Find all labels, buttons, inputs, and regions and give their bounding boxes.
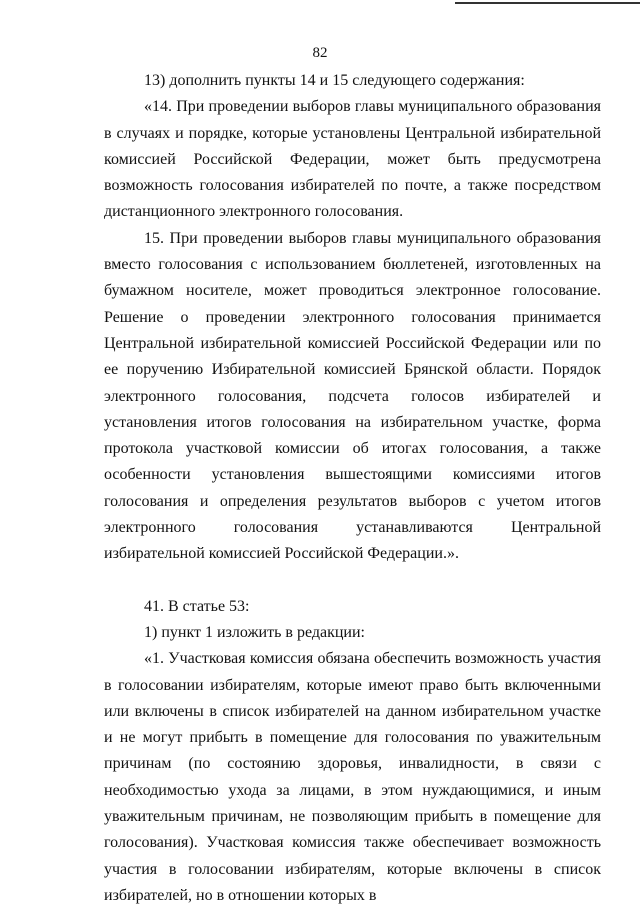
paragraph-point-15: 15. При проведении выборов главы муниципального образования вместо голосования с использованием бюллетеней, изготовленных на бумажном носителе, может проводиться электронное голосование. Решение о проведении электронного голосования принимается Центральной избирательной комиссией Российской Федерации или по ее поручению Избирательной комиссией Брянской области. Порядок электронного голосования, подсчета голосов избирателей и установления итогов голосования на избирательном участке, форма протокола участковой комиссии об итогах голосования, а также особенности установления вышестоящими комиссиями итогов голосования и определения результатов выборов с учетом итогов электронного голосования устанавливаются Центральной избирательной комиссией Российской Федерации.». [104, 229, 601, 563]
paragraph-item-13: 13) дополнить пункты 14 и 15 следующего содержания: [144, 72, 525, 89]
document-body [104, 68, 601, 909]
paragraph-subitem-1: 1) пункт 1 изложить в редакции: [144, 623, 365, 641]
paragraph-point-14: «14. При проведении выборов главы муниципального образования в случаях и порядке, которые установлены Центральной избирательной комиссией Российской Федерации, может быть предусмотрена возможность голосования избирателей по почте, а также посредством дистанционного электронного голосования. [104, 98, 601, 221]
page-number: 82 [312, 45, 328, 61]
top-rule [455, 2, 640, 4]
paragraph-point-1: «1. Участковая комиссия обязана обеспечить возможность участия в голосовании избирателям, которые имеют право быть включенными или включены в список избирателей на данном избирательном участке и не могут прибыть в помещение для голосования по уважительным причинам (по состоянию здоровья, инвалидности, в связи с необходимостью ухода за лицами, в этом нуждающимися, и иным уважительным причинам, не позволяющим прибыть в помещение для голосования). Участковая комиссия также обеспечивает возможность участия в голосовании избирателям, которые включены в список избирателей, но в отношении которых в [104, 650, 601, 904]
paragraph-item-41: 41. В статье 53: [144, 597, 250, 615]
